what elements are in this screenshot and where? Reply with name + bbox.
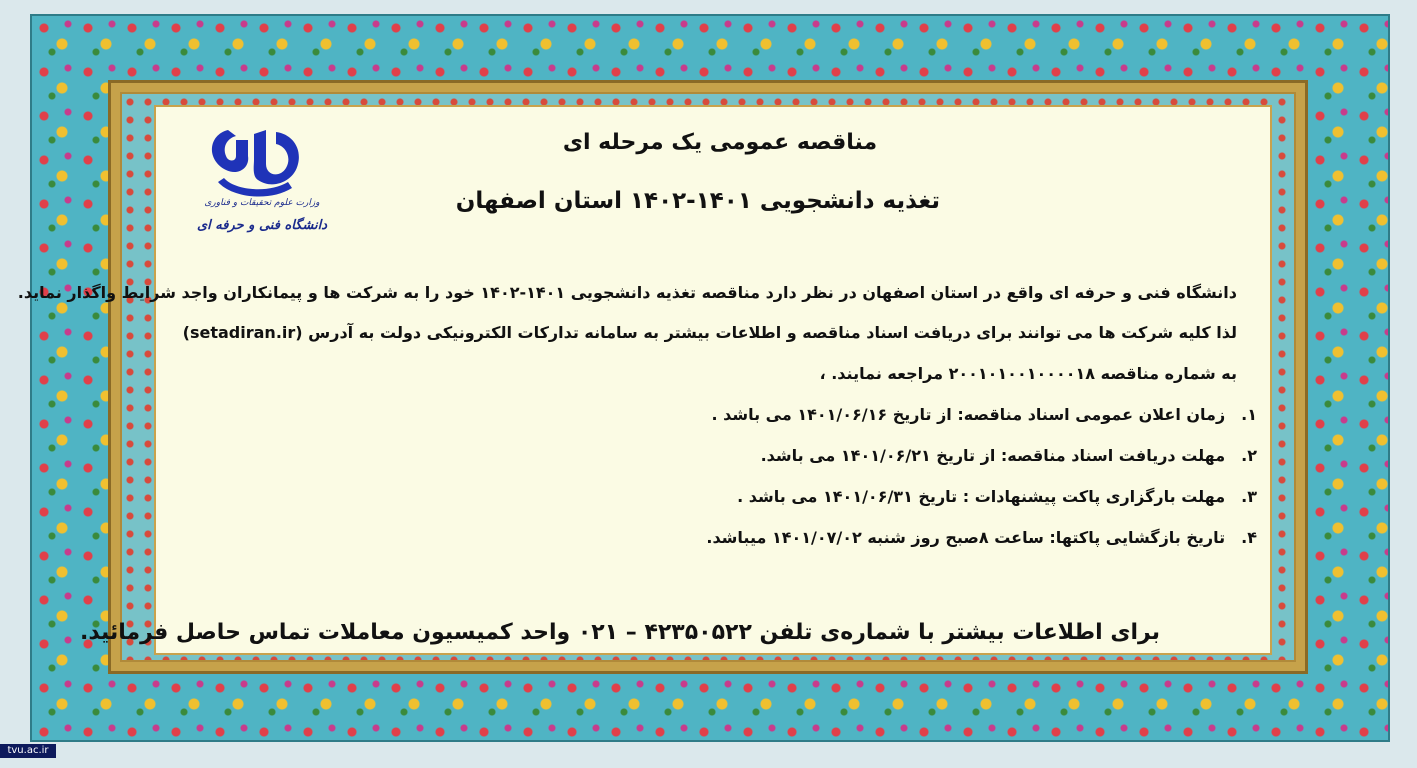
body-line-3: به شماره مناقصه ۲۰۰۱۰۱۰۰۱۰۰۰۰۱۸ مراجعه نمایند. ، (819, 364, 1237, 383)
contact-footer: برای اطلاعات بیشتر با شماره‌ی تلفن ۴۲۳۵۰۵۲۲ – ۰۲۱ واحد کمیسیون معاملات تماس حاصل فرمائید. (79, 620, 1160, 645)
list-item-number: ۳. (1241, 487, 1257, 506)
notice-title: مناقصه عمومی یک مرحله ای (562, 130, 878, 155)
list-item (706, 528, 1257, 547)
body-line-2: لذا کلیه شرکت ها می توانند برای دریافت اسناد مناقصه و اطلاعات بیشتر به سامانه تدارکات الکترونیکی دولت به آدرس (setadiran.ir) (182, 323, 1237, 342)
list-item-number: ۴. (1241, 528, 1257, 547)
list-item-text: مهلت دریافت اسناد مناقصه: از تاریخ ۱۴۰۱/۰۶/۲۱ می باشد. (760, 446, 1226, 465)
notice-subtitle: تغذیه دانشجویی ۱۴۰۱-۱۴۰۲ استان اصفهان (455, 188, 940, 214)
list-item (761, 446, 1257, 465)
list-item-number: ۱. (1241, 405, 1257, 424)
list-item-text: مهلت بارگزاری پاکت پیشنهادات : تاریخ ۱۴۰۱/۰۶/۳۱ می باشد . (737, 487, 1226, 506)
list-item-text: تاریخ بازگشایی پاکتها: ساعت ۸صبح روز شنبه ۱۴۰۱/۰۷/۰۲ میباشد. (706, 528, 1226, 547)
list-item-text: زمان اعلان عمومی اسناد مناقصه: از تاریخ ۱۴۰۱/۰۶/۱۶ می باشد . (711, 405, 1226, 424)
logo-ministry-text: وزارت علوم تحقیقات و فناوری (204, 198, 320, 208)
list-item (711, 405, 1257, 424)
list-item (737, 487, 1257, 506)
logo-university-text: دانشگاه فنی و حرفه ای (196, 218, 328, 233)
list-item-number: ۲. (1241, 446, 1257, 465)
site-watermark: tvu.ac.ir (0, 744, 56, 758)
body-line-1: دانشگاه فنی و حرفه ای واقع در استان اصفهان در نظر دارد مناقصه تغذیه دانشجویی ۱۴۰۱-۱۴۰۲ خود را به شرکت ها و پیمانکاران واجد شرایط واگذار نماید. (17, 283, 1237, 302)
